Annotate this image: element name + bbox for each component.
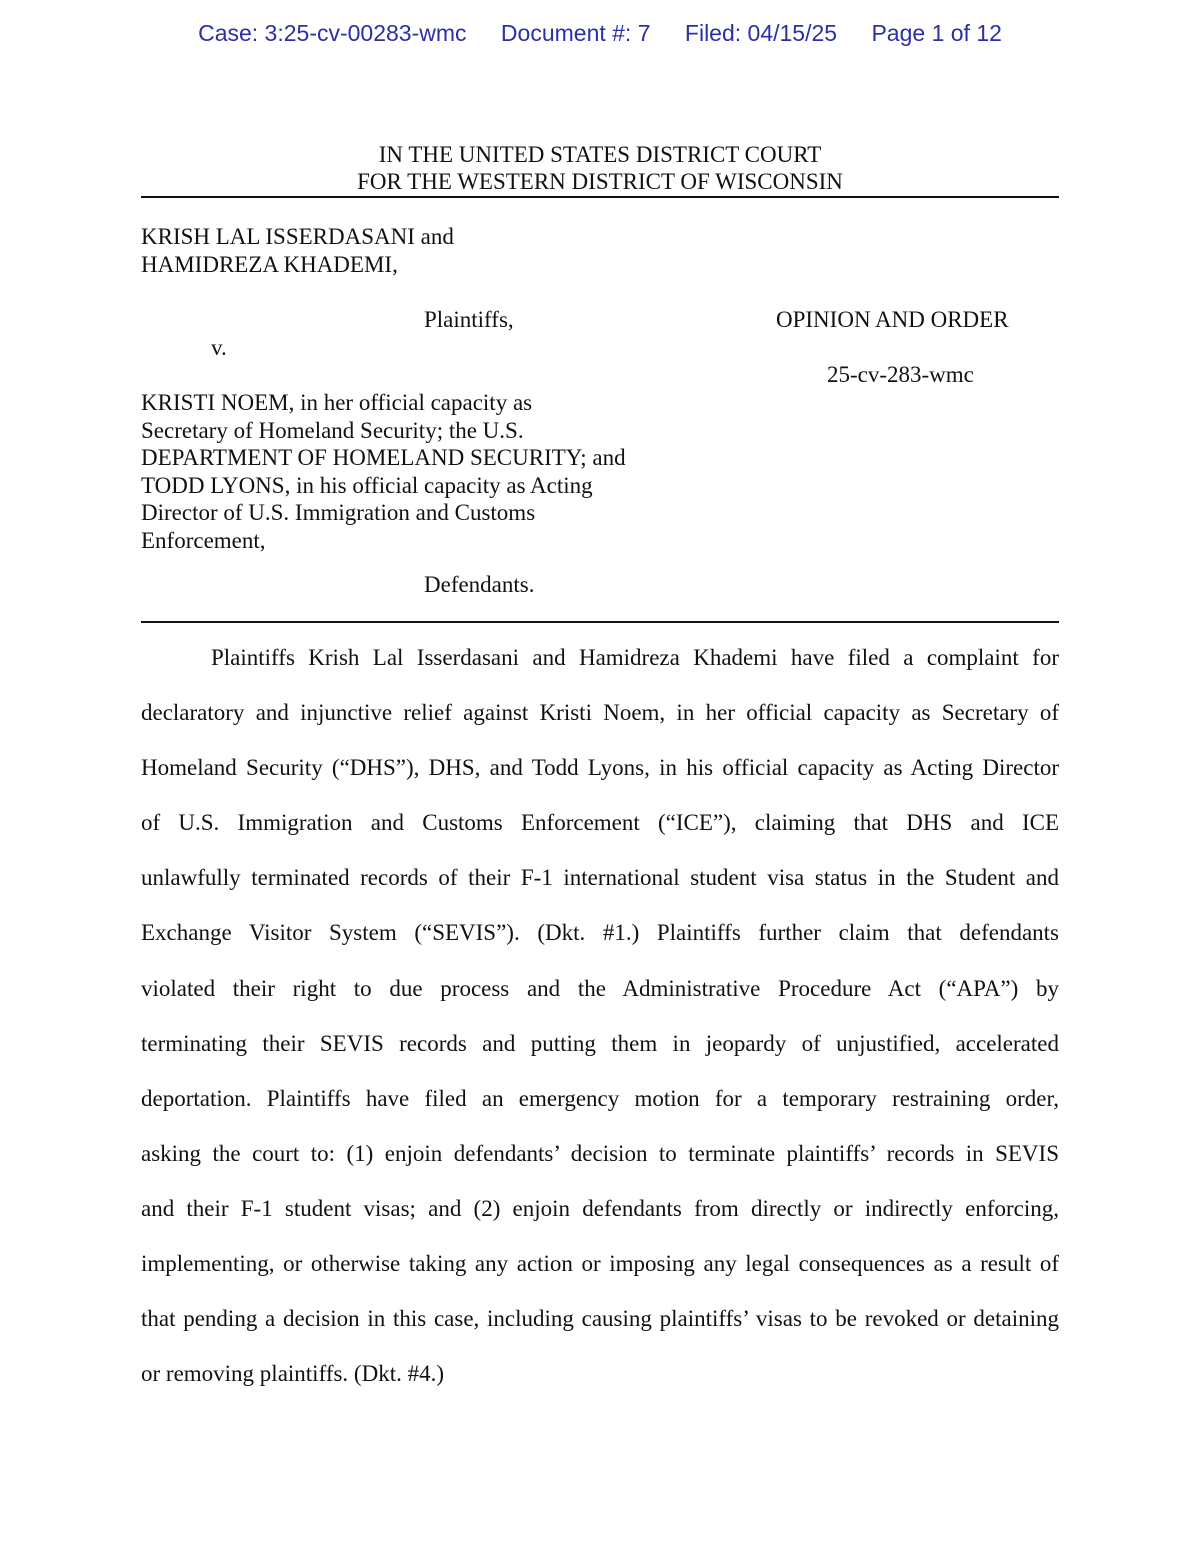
body-line: unlawfully terminated records of their F-1 international student visa status in the Student and — [141, 865, 1059, 891]
versus: v. — [211, 335, 227, 360]
caption-top-rule — [141, 196, 1059, 198]
caption-bottom-rule — [141, 621, 1059, 623]
body-line: asking the court to: (1) enjoin defendants’ decision to terminate plaintiffs’ records in SEVIS — [141, 1140, 1059, 1166]
defendants-names — [141, 389, 626, 554]
body-line: of U.S. Immigration and Customs Enforcement (“ICE”), claiming that DHS and ICE — [141, 810, 1059, 836]
plaintiffs-names — [141, 223, 454, 278]
defendant-name-line: DEPARTMENT OF HOMELAND SECURITY; and — [141, 445, 626, 470]
body-line: declaratory and injunctive relief against Kristi Noem, in her official capacity as Secretary of — [141, 700, 1059, 726]
court-heading-line-1: IN THE UNITED STATES DISTRICT COURT — [378, 142, 822, 167]
body-line: and their F-1 student visas; and (2) enjoin defendants from directly or indirectly enforcing, — [141, 1195, 1059, 1221]
plaintiffs-label: Plaintiffs, — [424, 307, 514, 332]
body-line: Plaintiffs Krish Lal Isserdasani and Hamidreza Khademi have filed a complaint for — [211, 645, 1059, 670]
plaintiff-name-line: HAMIDREZA KHADEMI, — [141, 251, 398, 277]
defendant-name-line: Enforcement, — [141, 527, 266, 553]
case-number: 25-cv-283-wmc — [827, 362, 974, 387]
document-type: OPINION AND ORDER — [776, 307, 1009, 332]
ecf-filing-header — [0, 20, 1200, 47]
defendant-name-line: TODD LYONS, in his official capacity as Acting — [141, 472, 593, 498]
body-line: Homeland Security (“DHS”), DHS, and Todd Lyons, in his official capacity as Acting Director — [141, 755, 1059, 781]
plaintiff-name-line: KRISH LAL ISSERDASANI and — [141, 224, 454, 249]
body-line: deportation. Plaintiffs have filed an emergency motion for a temporary restraining order, — [141, 1085, 1059, 1111]
court-heading-line-2: FOR THE WESTERN DISTRICT OF WISCONSIN — [357, 169, 843, 194]
defendant-name-line: KRISTI NOEM, in her official capacity as — [141, 390, 533, 415]
ecf-case-number: Case: 3:25-cv-00283-wmc — [198, 20, 467, 46]
body-line: Exchange Visitor System (“SEVIS”). (Dkt. #1.) Plaintiffs further claim that defendants — [141, 920, 1059, 946]
defendant-name-line: Director of U.S. Immigration and Customs — [141, 500, 536, 525]
court-heading — [0, 141, 1200, 195]
body-line: implementing, or otherwise taking any action or imposing any legal consequences as a result of — [141, 1251, 1059, 1277]
ecf-document-number: Document #: 7 — [500, 20, 651, 46]
ecf-filed-date: Filed: 04/15/25 — [684, 20, 838, 46]
defendants-label: Defendants. — [424, 572, 535, 597]
body-line: violated their right to due process and the Administrative Procedure Act (“APA”) by — [141, 975, 1059, 1001]
body-line: that pending a decision in this case, including causing plaintiffs’ visas to be revoked or detaining — [141, 1306, 1059, 1332]
ecf-page-count: Page 1 of 12 — [871, 20, 1002, 46]
opinion-body-paragraph — [141, 640, 1059, 1411]
body-line: or removing plaintiffs. (Dkt. #4.) — [141, 1361, 444, 1387]
defendant-name-line: Secretary of Homeland Security; the U.S. — [141, 417, 524, 443]
body-line: terminating their SEVIS records and putting them in jeopardy of unjustified, accelerated — [141, 1030, 1059, 1056]
